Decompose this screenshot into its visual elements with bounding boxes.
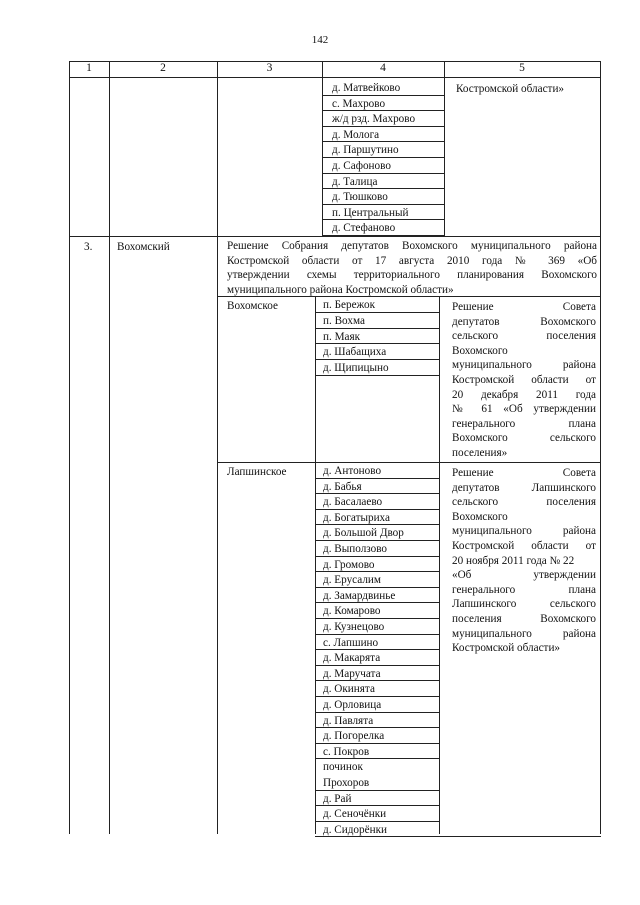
doc-line: Вохомского xyxy=(452,344,508,357)
settlement-item: д. Кузнецово xyxy=(323,621,385,633)
doc-line: поселения» xyxy=(452,446,508,459)
settlement-item: д. Ерусалим xyxy=(323,574,381,587)
row-divider xyxy=(315,524,439,525)
row-divider xyxy=(315,758,439,759)
header-col-5: 5 xyxy=(519,62,525,74)
header-col-1: 1 xyxy=(86,62,92,74)
doc-line: депутатов Лапшинского xyxy=(452,481,596,494)
settlement-item: д. Погорелка xyxy=(323,730,385,743)
doc-line: муниципального района xyxy=(452,359,596,372)
settlement-item: д. Большой Двор xyxy=(323,527,404,540)
doc-line: сельского поселения xyxy=(452,330,596,343)
lapshinskoe-general-plan xyxy=(452,466,596,656)
header-col-3: 3 xyxy=(266,62,273,74)
settlement-item: д. Бабья xyxy=(323,480,362,493)
row-divider xyxy=(315,665,439,666)
settlement-item: д. Антоново xyxy=(323,465,382,477)
settlement-item: д. Макарята xyxy=(323,652,381,665)
settlement-item: д. Рай xyxy=(323,792,352,805)
doc-line: сельского поселения xyxy=(452,496,596,509)
plan-line: муниципального района Костромской области» xyxy=(227,283,454,296)
row-divider xyxy=(315,821,439,822)
row-divider xyxy=(322,157,444,158)
settlement-item: д. Выползово xyxy=(323,543,388,555)
settlement-item: п. Маяк xyxy=(323,330,361,343)
row-divider xyxy=(315,727,439,728)
settlement-item: д. Орловица xyxy=(323,699,382,711)
doc-line: № 61 «Об утверждении xyxy=(452,403,596,416)
settlement-item: д. Павлята xyxy=(323,714,374,727)
vokhomskoe-general-plan xyxy=(452,300,596,461)
settlement-item: с. Лапшино xyxy=(323,636,379,649)
doc-line: генерального плана xyxy=(452,583,596,596)
row-divider xyxy=(315,540,439,541)
settlement-item: починок xyxy=(323,761,363,774)
settlement-item: с. Покров xyxy=(323,745,370,758)
settlement-vokhomskoe: Вохомское xyxy=(227,300,278,312)
row-divider xyxy=(315,478,439,479)
settlement-item: Прохоров xyxy=(323,777,370,790)
doc-line: «Об утверждении xyxy=(452,569,596,582)
doc-line: Костромской области» xyxy=(452,642,561,655)
settlement-item: д. Молога xyxy=(332,128,380,141)
continued-document-tail: Костромской области» xyxy=(456,83,565,95)
settlement-item: д. Маручата xyxy=(323,667,381,680)
doc-line: Костромской области от xyxy=(452,373,596,386)
row-divider xyxy=(315,712,439,713)
row-divider xyxy=(322,110,444,111)
row-divider xyxy=(315,836,439,837)
row-divider xyxy=(315,556,439,557)
doc-line: Решение Совета xyxy=(452,301,596,313)
settlement-item: д. Замардвинье xyxy=(323,589,396,602)
settlement-item: п. Центральный xyxy=(332,206,409,219)
row-divider xyxy=(322,141,444,142)
settlement-item: д. Стефаново xyxy=(332,222,396,235)
doc-line: Лапшинского сельского xyxy=(452,598,596,611)
settlement-item: с. Махрово xyxy=(332,97,386,110)
row-divider xyxy=(322,219,444,220)
page-number: 142 xyxy=(311,34,329,46)
doc-line: Вохомского сельского xyxy=(452,432,596,445)
row-divider xyxy=(315,634,439,635)
settlement-item: д. Сафоново xyxy=(332,160,391,172)
row-divider xyxy=(322,173,444,174)
settlement-item: д. Громово xyxy=(323,558,375,571)
plan-line: утверждении схемы территориального планирования Вохомского xyxy=(227,269,597,282)
row-divider xyxy=(315,618,439,619)
row-divider xyxy=(315,602,439,603)
row-divider xyxy=(322,204,444,205)
settlement-item: д. Сеночёнки xyxy=(323,808,387,821)
row-divider xyxy=(315,587,439,588)
row-divider xyxy=(315,375,439,376)
row-divider xyxy=(315,328,439,329)
settlement-item: д. Паршутино xyxy=(332,144,399,157)
row-divider xyxy=(315,359,439,360)
header-col-2: 2 xyxy=(160,62,166,74)
district-name: Вохомский xyxy=(117,241,170,253)
row-divider xyxy=(315,343,439,344)
row-divider xyxy=(322,188,444,189)
row-divider xyxy=(315,790,439,791)
settlement-item: д. Сидорёнки xyxy=(323,823,387,836)
settlement-item: п. Бережок xyxy=(323,299,376,311)
settlement-item: д. Талица xyxy=(332,175,378,188)
doc-line: генерального плана xyxy=(452,417,596,430)
settlement-item: д. Матвейково xyxy=(332,82,401,94)
row-divider xyxy=(315,493,439,494)
doc-line: муниципального района xyxy=(452,525,596,538)
settlement-item: д. Богатыриха xyxy=(323,511,390,524)
row-divider xyxy=(315,743,439,744)
settlement-item: д. Тюшково xyxy=(332,191,388,204)
row-divider xyxy=(315,649,439,650)
doc-line: 20 декабря 2011 года xyxy=(452,388,596,401)
district-number: 3. xyxy=(84,241,93,253)
settlement-item: д. Окинята xyxy=(323,683,375,696)
row-divider xyxy=(315,805,439,806)
doc-line: поселения Вохомского xyxy=(452,612,596,625)
doc-line: Костромской области от xyxy=(452,539,596,552)
district-territorial-plan xyxy=(227,239,597,297)
row-divider xyxy=(322,235,444,236)
row-divider xyxy=(322,126,444,127)
settlement-item: д. Щипицыно xyxy=(323,362,389,375)
settlement-item: д. Басалаево xyxy=(323,496,383,509)
plan-line: Решение Собрания депутатов Вохомского муниципального района xyxy=(227,240,597,252)
settlement-item: ж/д рзд. Махрово xyxy=(332,113,416,126)
doc-line: 20 ноября 2011 года № 22 xyxy=(452,554,575,567)
settlement-item: д. Комарово xyxy=(323,605,381,618)
doc-line: муниципального района xyxy=(452,627,596,640)
row-divider xyxy=(315,680,439,681)
row-divider xyxy=(315,312,439,313)
settlement-lapshinskoe: Лапшинское xyxy=(227,466,287,478)
header-col-4: 4 xyxy=(380,62,386,74)
row-divider xyxy=(315,696,439,697)
settlement-item: п. Вохма xyxy=(323,314,365,327)
row-divider xyxy=(315,571,439,572)
settlement-item: д. Шабащиха xyxy=(323,346,387,359)
doc-line: депутатов Вохомского xyxy=(452,315,596,328)
plan-line: Костромской области от 17 августа 2010 года № 369 «Об xyxy=(227,254,597,267)
row-divider xyxy=(315,509,439,510)
doc-line: Вохомского xyxy=(452,510,508,523)
doc-line: Решение Совета xyxy=(452,467,596,479)
row-divider xyxy=(322,95,444,96)
